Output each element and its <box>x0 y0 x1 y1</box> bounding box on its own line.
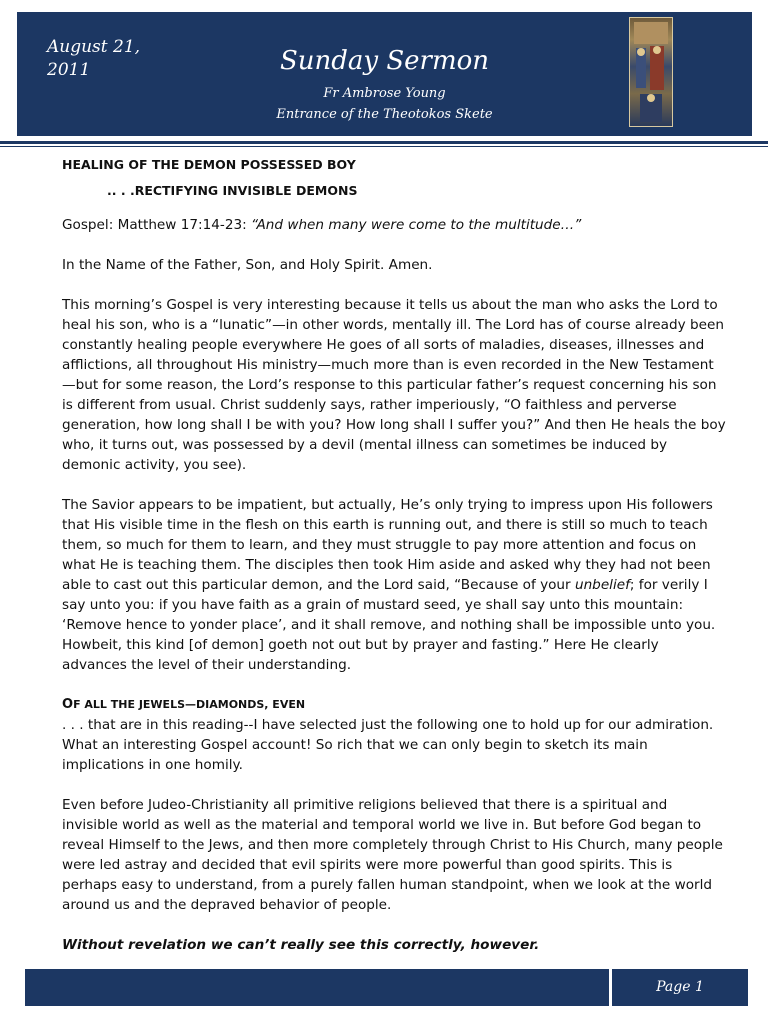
sermon-heading: HEALING OF THE DEMON POSSESSED BOY <box>62 157 356 172</box>
icon-image <box>629 17 673 127</box>
paragraph-2-part-b: ; for verily I say unto you: if you have faith as a grain of mustard seed, ye shall say unto this mountain: ‘Remove hence to yonder place’, and it shall remove, and nothing shall be impossible unto you. Howbeit, this kind [of demon] goeth not out but by prayer and fasting.” Here He clearly advances the level of their understanding. <box>62 577 716 673</box>
paragraph-3: . . . that are in this reading--I have selected just the following one to hold up for our admiration. What an interesting Gospel account! So rich that we can only begin to sketch its main implications in one homily. <box>62 717 714 773</box>
section-heading <box>62 695 727 715</box>
author-name: Fr Ambrose Young <box>323 86 446 101</box>
sermon-subheading: .. . .RECTIFYING INVISIBLE DEMONS <box>107 183 358 198</box>
paragraph-4: Even before Judeo-Christianity all primitive religions believed that there is a spiritual and invisible world as well as the material and temporal world we live in. But before God began to reveal Himself to the Jews, and then more completely through Christ to His Church, many people were led astray and decided that evil spirits were more powerful than good spirits. This is perhaps easy to understand, from a purely fallen human standpoint, when we look at the world around us and the depraved behavior of people. <box>62 797 723 913</box>
emphasis-unbelief: unbelief <box>574 577 630 593</box>
paragraph-1: This morning’s Gospel is very interesting because it tells us about the man who asks the Lord to heal his son, who is a “lunatic”—in other words, mentally ill. The Lord has of course already been constantly healing people everywhere He goes of all sorts of maladies, diseases, illnesses and afflictions, all throughout His ministry—much more than is even recorded in the New Testament—but for some reason, the Lord’s response to this particular father’s request concerning his son is different from usual. Christ suddenly says, rather imperiously, “O faithless and perverse generation, how long shall I be with you? How long shall I suffer you?” And then He heals the boy who, it turns out, was possessed by a devil (mental illness can sometimes be induced by demonic activity, you see). <box>62 297 726 473</box>
page-number: Page 1 <box>612 969 748 1006</box>
section-heading-rest: F ALL THE JEWELS—DIAMONDS, EVEN <box>73 698 306 711</box>
section-heading-initial: O <box>62 697 74 712</box>
gospel-reference <box>62 215 727 235</box>
page-title: Sunday Sermon <box>279 46 490 76</box>
footer-bar <box>25 969 609 1006</box>
header-rule-thin <box>0 146 768 147</box>
sermon-date: August 21, 2011 <box>47 37 141 80</box>
header-rule <box>0 141 768 144</box>
paragraph-2 <box>62 495 727 675</box>
closing-statement: Without revelation we can’t really see this correctly, however. <box>62 937 540 953</box>
header-banner <box>17 12 752 136</box>
invocation: In the Name of the Father, Son, and Holy Spirit. Amen. <box>62 257 433 273</box>
sermon-body <box>62 155 727 975</box>
gospel-quote: “And when many were come to the multitude…” <box>251 217 582 233</box>
location-name: Entrance of the Theotokos Skete <box>276 107 493 122</box>
paragraph-2-part-a: The Savior appears to be impatient, but actually, He’s only trying to impress upon His followers that His visible time in the flesh on this earth is running out, and there is still so much to teach them, so much for them to learn, and they must struggle to pay more attention and focus on what He is teaching them. The disciples then took Him aside and asked why they had not been able to cast out this particular demon, and the Lord said, “Because of your <box>62 497 713 593</box>
gospel-prefix: Gospel: Matthew 17:14-23: <box>62 217 252 233</box>
